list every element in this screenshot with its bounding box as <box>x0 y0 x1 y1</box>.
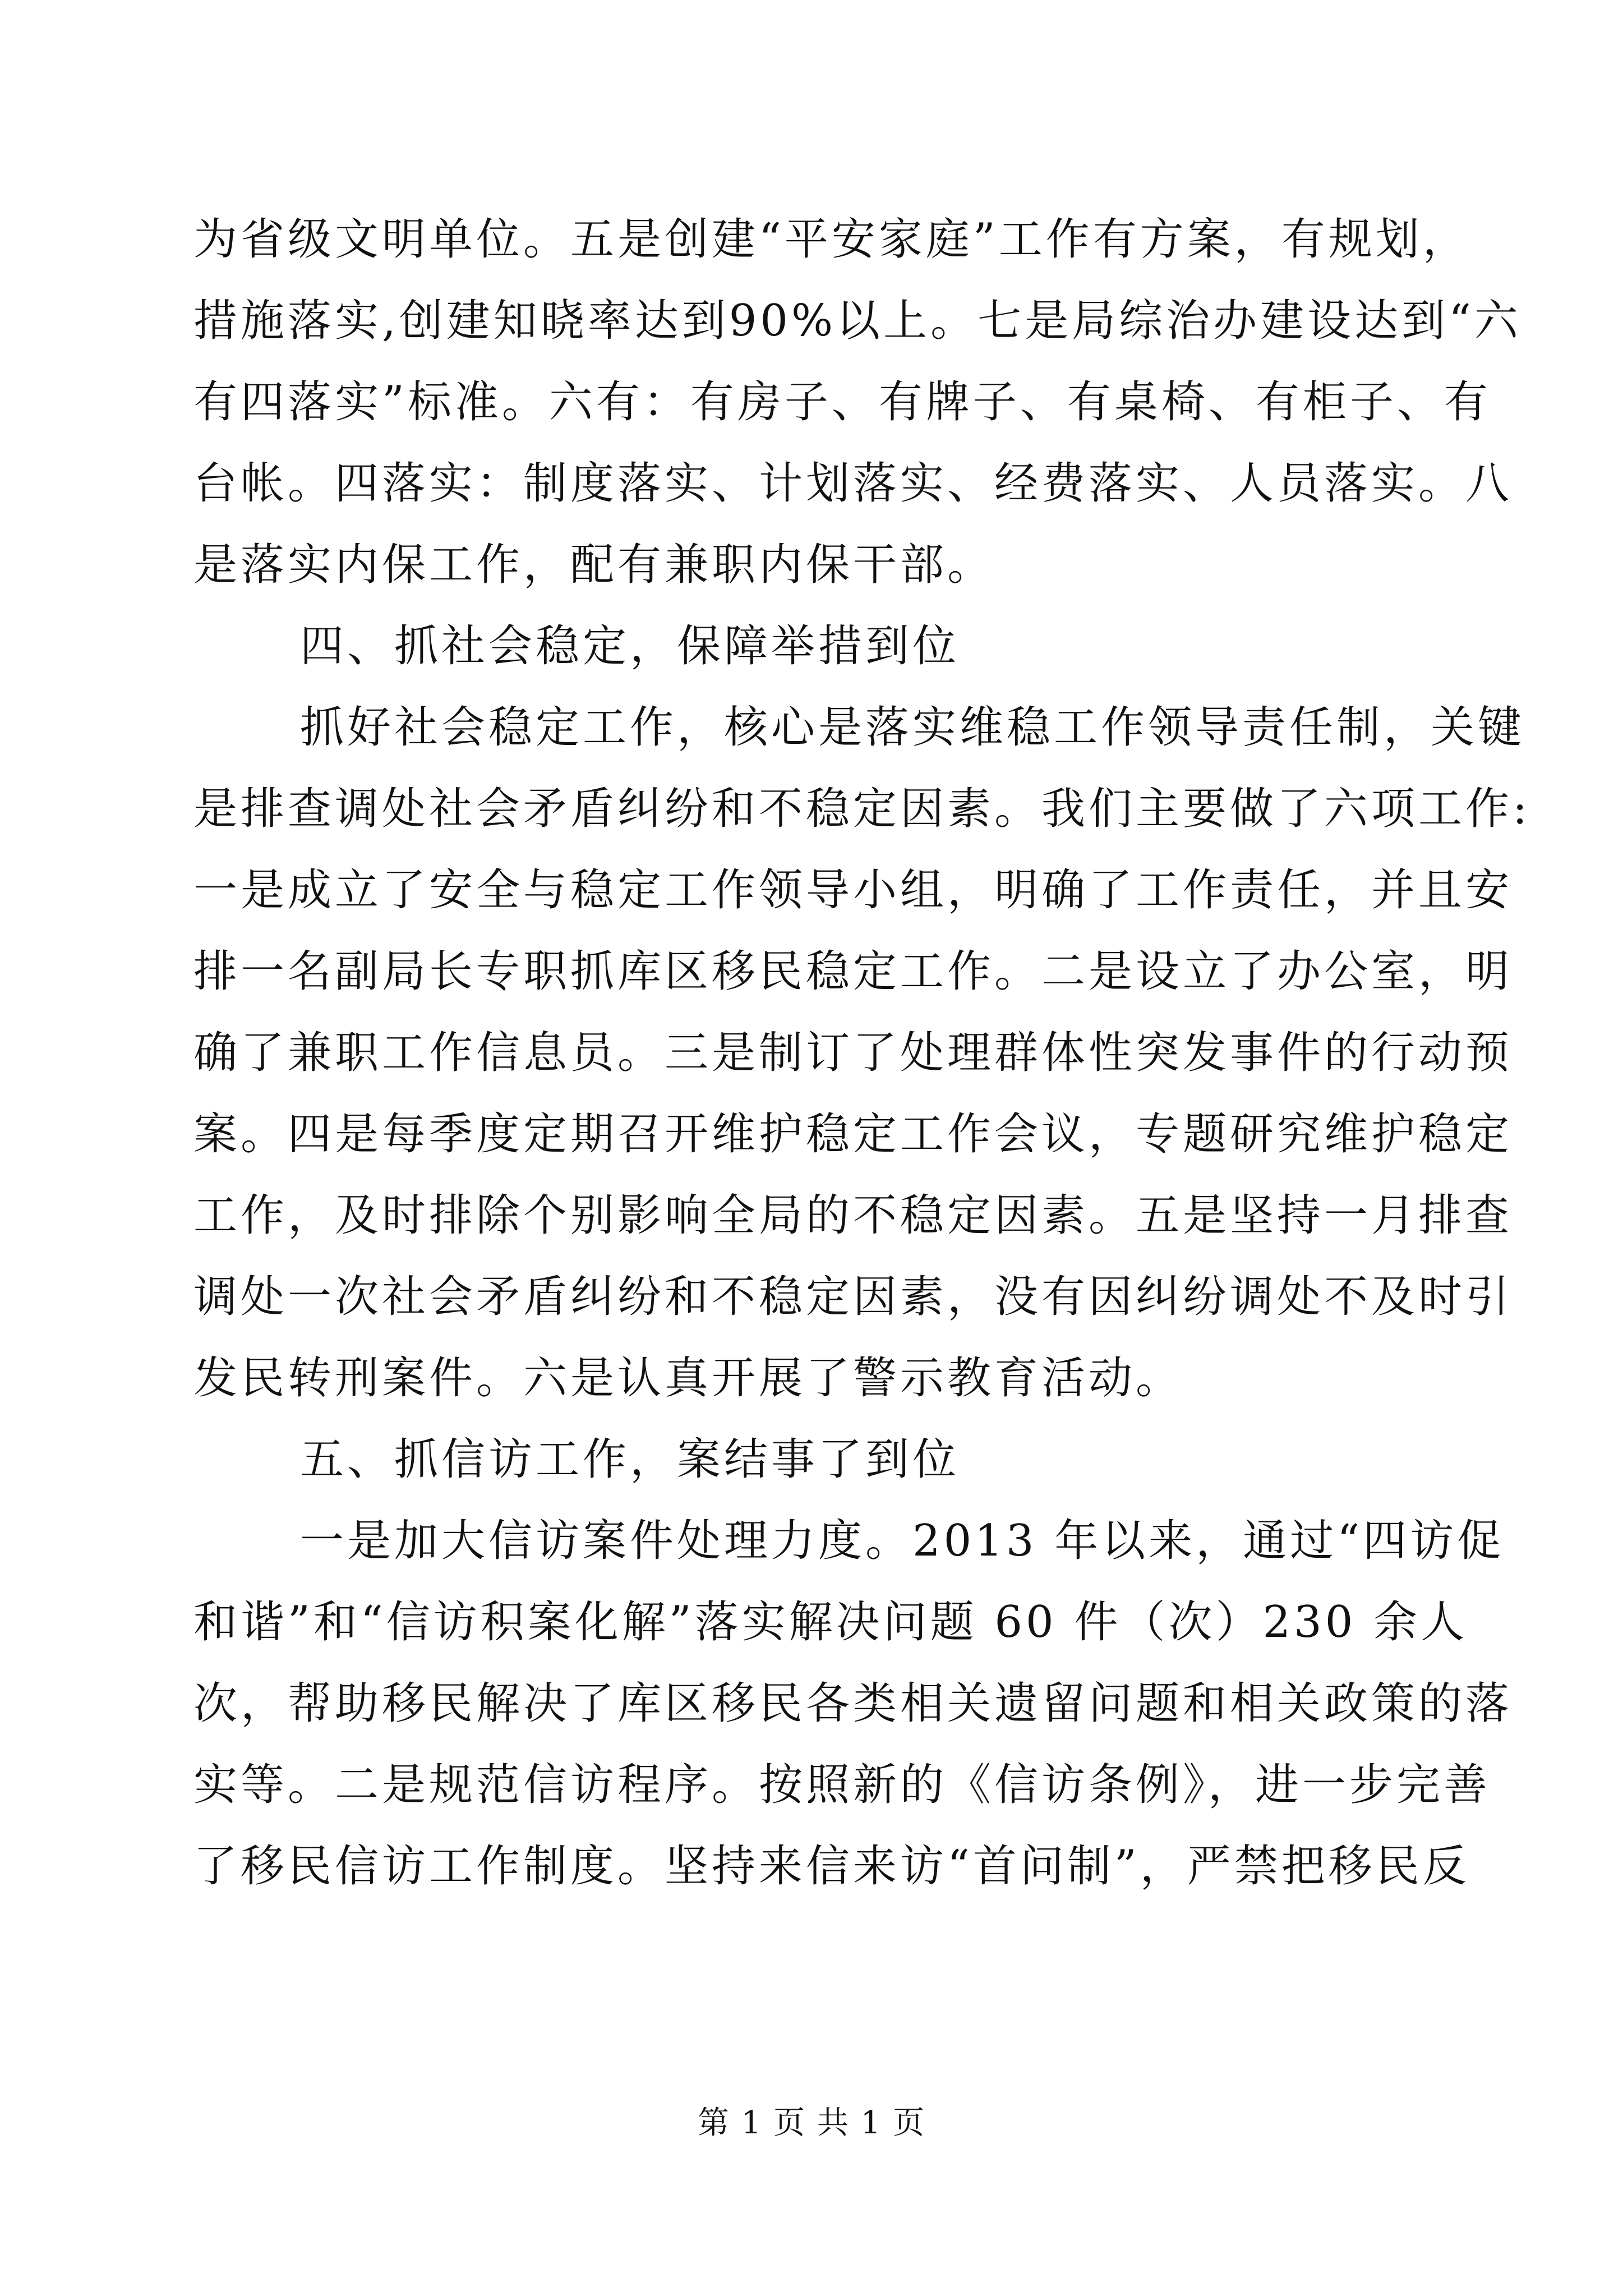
page-footer: 第 1 页 共 1 页 <box>697 2105 926 2141</box>
text-line: 实等。二是规范信访程序。按照新的《信访条例》，进一步完善 <box>193 1760 1491 1810</box>
text-line: 台帐。四落实：制度落实、计划落实、经费落实、人员落实。八 <box>193 458 1513 509</box>
document-body <box>193 199 1531 1907</box>
text-line: 次，帮助移民解决了库区移民各类相关遗留问题和相关政策的落 <box>193 1678 1513 1729</box>
text-line: 是落实内保工作，配有兼职内保干部。 <box>193 540 995 590</box>
text-line: 有四落实”标准。六有：有房子、有牌子、有桌椅、有柜子、有 <box>193 377 1491 427</box>
text-line: 措施落实,创建知晓率达到90%以上。七是局综治办建设达到“六 <box>193 296 1522 346</box>
section-heading: 五、抓信访工作，案结事了到位 <box>300 1434 960 1485</box>
text-line: 调处一次社会矛盾纠纷和不稳定因素，没有因纠纷调处不及时引 <box>193 1272 1513 1322</box>
text-line: 了移民信访工作制度。坚持来信来访“首问制”，严禁把移民反 <box>193 1841 1470 1892</box>
text-line: 为省级文明单位。五是创建“平安家庭”工作有方案，有规划， <box>193 214 1470 265</box>
section-heading: 四、抓社会稳定，保障举措到位 <box>300 621 960 671</box>
text-line: 发民转刑案件。六是认真开展了警示教育活动。 <box>193 1353 1183 1404</box>
text-line: 是排查调处社会矛盾纠纷和不稳定因素。我们主要做了六项工作: <box>193 784 1531 834</box>
text-line: 和谐”和“信访积案化解”落实解决问题 60 件（次）230 余人 <box>193 1597 1468 1648</box>
text-line: 排一名副局长专职抓库区移民稳定工作。二是设立了办公室，明 <box>193 946 1513 997</box>
text-line: 案。四是每季度定期召开维护稳定工作会议，专题研究维护稳定 <box>193 1109 1513 1159</box>
text-line: 一是加大信访案件处理力度。2013 年以来，通过“四访促 <box>300 1516 1505 1566</box>
text-line: 确了兼职工作信息员。三是制订了处理群体性突发事件的行动预 <box>193 1028 1513 1078</box>
text-line: 抓好社会稳定工作，核心是落实维稳工作领导责任制，关键 <box>300 702 1525 753</box>
text-line: 工作，及时排除个别影响全局的不稳定因素。五是坚持一月排查 <box>193 1190 1513 1241</box>
text-line: 一是成立了安全与稳定工作领导小组，明确了工作责任，并且安 <box>193 865 1513 915</box>
